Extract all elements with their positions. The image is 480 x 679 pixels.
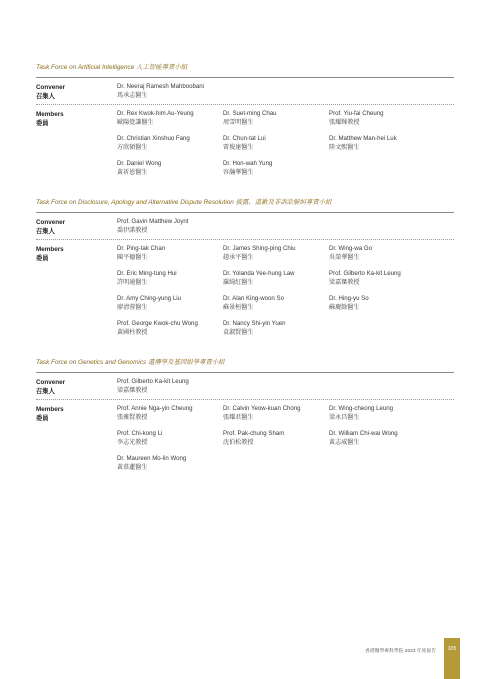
member-name-zh: 吳榮華醫生 — [329, 253, 360, 261]
members-label — [36, 110, 117, 185]
member-name-en: Prof. Chi-kong Li — [117, 430, 163, 437]
members-label-en: Members — [36, 111, 64, 118]
convener-name-zh: 梁嘉傑教授 — [117, 386, 148, 394]
member-name-zh: 羅綺紅醫生 — [223, 278, 254, 286]
member-name-en: Dr. William Chi-wai Wong — [329, 430, 398, 437]
member-name-en: Dr. Yolanda Yee-hung Law — [223, 270, 295, 277]
member-name-zh: 蘇慶餘醫生 — [329, 303, 360, 311]
convener-label-en: Convener — [36, 84, 66, 91]
member-name-en: Dr. Eric Ming-tung Hui — [117, 270, 177, 277]
convener-label-zh: 召集人 — [36, 228, 55, 235]
members-row — [36, 400, 454, 483]
convener-name-en: Prof. Gavin Matthew Joynt — [117, 218, 189, 225]
convener-name-zh: 喬伊諾教授 — [117, 226, 148, 234]
convener-row — [36, 213, 454, 240]
convener-name-en: Dr. Neeraj Ramesh Mahboobani — [117, 83, 205, 90]
member-name-zh: 李志光教授 — [117, 438, 148, 446]
member-entry — [223, 110, 329, 127]
member-entry — [329, 135, 435, 152]
section-title: Task Force on Artificial Intelligence 人工智能專責小組 — [36, 64, 188, 71]
members-label-zh: 委員 — [36, 415, 49, 422]
member-name-zh: 張耀君醫生 — [223, 413, 254, 421]
member-entry — [117, 160, 223, 177]
member-entry — [329, 405, 435, 422]
members-label — [36, 245, 117, 345]
member-name-en: Dr. Rex Kwok-him Au-Yeung — [117, 110, 194, 117]
member-entry — [223, 430, 329, 447]
member-name-en: Prof. George Kwok-chu Wong — [117, 320, 198, 327]
member-entry — [117, 270, 223, 287]
member-entry — [223, 135, 329, 152]
members-label-zh: 委員 — [36, 120, 49, 127]
member-entry — [223, 245, 329, 262]
member-entry — [329, 110, 435, 127]
member-name-zh: 周雪明醫生 — [223, 118, 254, 126]
member-entry — [223, 160, 329, 177]
member-entry — [329, 245, 435, 262]
member-entry — [117, 295, 223, 312]
member-name-zh: 黃慕蓮醫生 — [117, 463, 148, 471]
member-entry — [117, 245, 223, 262]
convener-entry — [117, 378, 317, 396]
page-number-tab — [444, 638, 460, 679]
member-name-zh: 歐陽覺謙醫生 — [117, 118, 154, 126]
member-name-zh: 容瀚華醫生 — [223, 168, 254, 176]
member-name-en: Dr. Matthew Man-hei Luk — [329, 135, 397, 142]
members-label-zh: 委員 — [36, 255, 49, 262]
members-list — [117, 405, 454, 480]
member-name-zh: 張耀輝教授 — [329, 118, 360, 126]
member-name-zh: 陸文熙醫生 — [329, 143, 360, 151]
convener-entry — [117, 83, 317, 101]
convener-row — [36, 78, 454, 105]
member-name-zh: 梁永昌醫生 — [329, 413, 360, 421]
member-name-zh: 黃志威醫生 — [329, 438, 360, 446]
member-name-zh: 沈伯松教授 — [223, 438, 254, 446]
section-title: Task Force on Disclosure, Apology and Alternative Dispute Resolution 披露、道歉及非訴訟解糾專責小組 — [36, 199, 332, 206]
section-artificial-intelligence — [36, 62, 454, 188]
footer-text: 香港醫學專科學院 2023 年度報告 — [365, 649, 436, 654]
member-entry — [117, 430, 223, 447]
member-name-en: Dr. Hon-wah Yung — [223, 160, 273, 167]
member-name-zh: 黃祈恩醫生 — [117, 168, 148, 176]
member-entry — [329, 270, 435, 287]
members-list — [117, 245, 454, 345]
member-name-en: Dr. Suet-ming Chau — [223, 110, 277, 117]
member-name-zh: 黃國柱教授 — [117, 328, 148, 336]
member-name-en: Dr. Maureen Mo-lin Wong — [117, 455, 187, 462]
member-entry — [117, 110, 223, 127]
member-name-en: Dr. Amy Ching-yung Liu — [117, 295, 182, 302]
member-entry — [117, 320, 223, 337]
member-name-en: Dr. Daniel Wong — [117, 160, 162, 167]
convener-label-en: Convener — [36, 379, 66, 386]
convener-row — [36, 373, 454, 400]
convener-name-en: Prof. Gilberto Ka-kit Leung — [117, 378, 189, 385]
member-name-en: Dr. Ping-tak Chan — [117, 245, 166, 252]
member-entry — [223, 270, 329, 287]
member-name-zh: 方欣碩醫生 — [117, 143, 148, 151]
member-name-zh: 蘇景桓醫生 — [223, 303, 254, 311]
member-name-zh: 雷俊達醫生 — [223, 143, 254, 151]
member-name-en: Dr. Wing-cheong Leung — [329, 405, 394, 412]
convener-label-zh: 召集人 — [36, 388, 55, 395]
member-name-en: Prof. Yiu-fai Cheung — [329, 110, 384, 117]
page-number: 105 — [447, 646, 457, 652]
member-entry — [223, 405, 329, 422]
member-name-en: Dr. Hing-yu So — [329, 295, 369, 302]
member-name-en: Dr. Calvin Yeow-kuan Chong — [223, 405, 301, 412]
member-name-en: Dr. Christian Xinshuo Fang — [117, 135, 190, 142]
convener-label-zh: 召集人 — [36, 93, 55, 100]
convener-label — [36, 218, 117, 236]
member-entry — [117, 135, 223, 152]
member-name-en: Prof. Annie Nga-yin Cheung — [117, 405, 193, 412]
member-name-zh: 許明通醫生 — [117, 278, 148, 286]
member-name-en: Dr. Alan King-woon So — [223, 295, 284, 302]
member-name-en: Dr. Nancy Shi-yin Yuen — [223, 320, 286, 327]
section-title: Task Force on Genetics and Genomics 遺傳學及基因組學專責小組 — [36, 359, 225, 366]
member-name-zh: 廖清蓉醫生 — [117, 303, 148, 311]
members-list — [117, 110, 454, 185]
member-entry — [329, 430, 435, 447]
members-label-en: Members — [36, 406, 64, 413]
section-genetics-genomics — [36, 357, 454, 483]
convener-name-zh: 馬承志醫生 — [117, 91, 148, 99]
member-name-zh: 袁淑賢醫生 — [223, 328, 254, 336]
member-entry — [117, 455, 223, 472]
member-entry — [329, 295, 435, 312]
member-name-en: Dr. Wing-wa Go — [329, 245, 373, 252]
member-name-en: Prof. Gilberto Ka-kit Leung — [329, 270, 401, 277]
convener-label-en: Convener — [36, 219, 66, 226]
convener-label — [36, 378, 117, 396]
member-name-zh: 張雅賢教授 — [117, 413, 148, 421]
members-row — [36, 105, 454, 188]
member-entry — [117, 405, 223, 422]
member-name-zh: 陳平德醫生 — [117, 253, 148, 261]
members-label-en: Members — [36, 246, 64, 253]
member-name-zh: 趙承平醫生 — [223, 253, 254, 261]
members-row — [36, 240, 454, 348]
member-name-en: Prof. Pak-chung Sham — [223, 430, 285, 437]
convener-label — [36, 83, 117, 101]
members-label — [36, 405, 117, 480]
member-name-en: Dr. James Shing-ping Chiu — [223, 245, 296, 252]
member-entry — [223, 295, 329, 312]
member-name-zh: 梁嘉傑教授 — [329, 278, 360, 286]
member-name-en: Dr. Chun-tat Lui — [223, 135, 266, 142]
member-entry — [223, 320, 329, 337]
section-disclosure-apology — [36, 197, 454, 348]
convener-entry — [117, 218, 317, 236]
